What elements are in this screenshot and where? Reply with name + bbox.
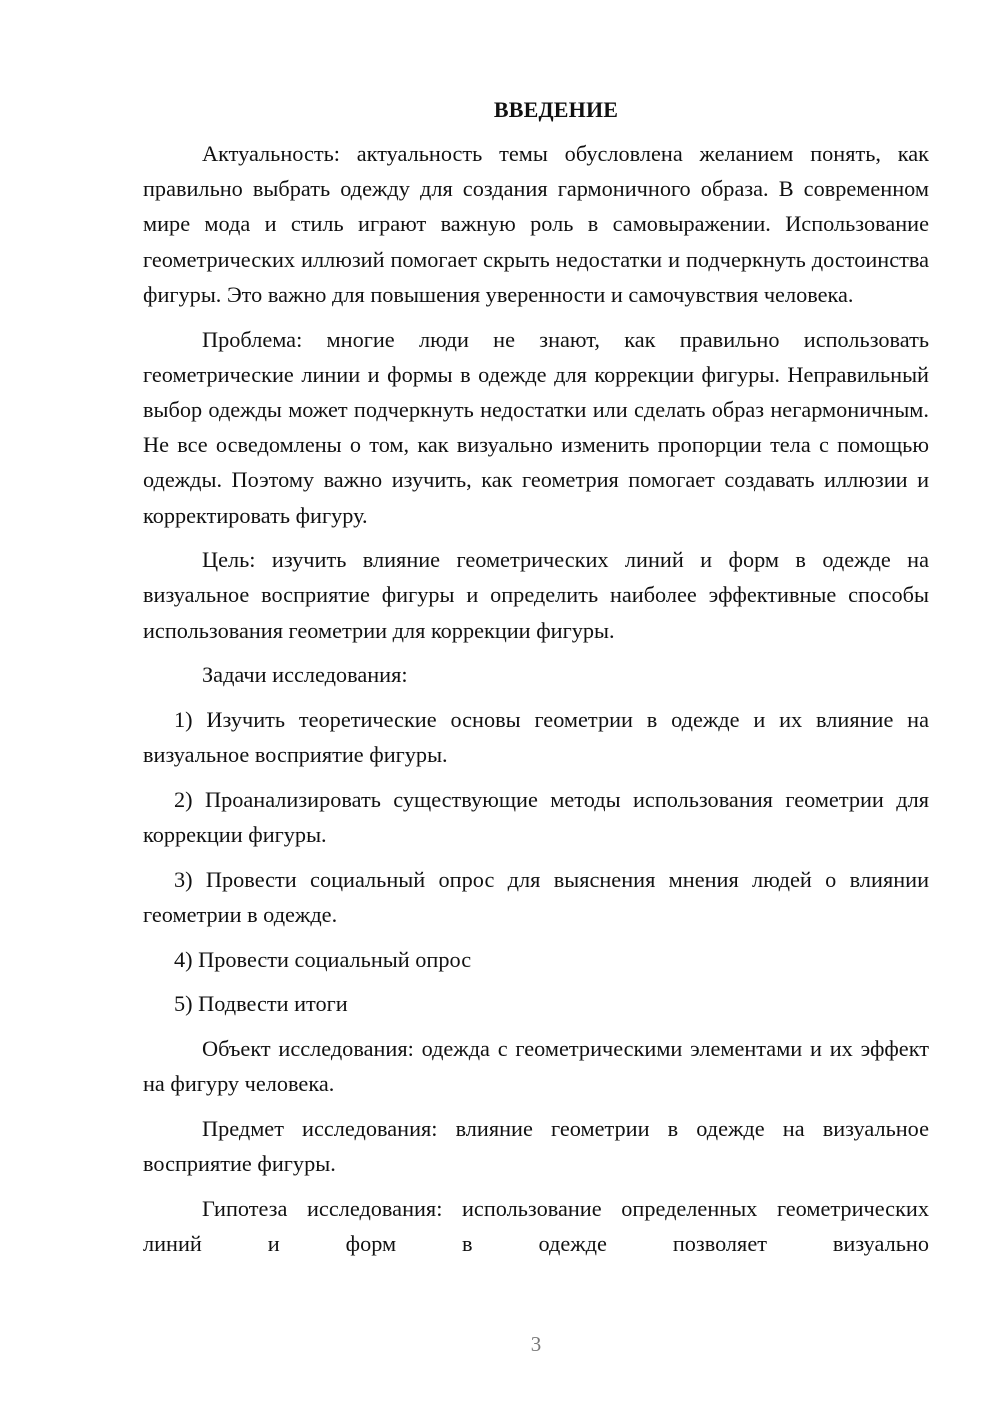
section-title: ВВЕДЕНИЕ — [493, 97, 619, 122]
paragraph-subject: Предмет исследования: влияние геометрии в одежде на визуальное восприятие фигуры. — [143, 1116, 929, 1177]
task-item-5: 5) Подвести итоги — [174, 991, 348, 1017]
paragraph-object: Объект исследования: одежда с геометрическими элементами и их эффект на фигуру человека. — [143, 1036, 929, 1097]
task-item-3: 3) Провести социальный опрос для выяснения мнения людей о влиянии геометрии в одежде. — [143, 866, 929, 928]
paragraph-goal: Цель: изучить влияние геометрических линий и форм в одежде на визуальное восприятие фигуры и определить наиболее эффективные способы использования геометрии для коррекции фигуры. — [143, 547, 929, 643]
task-item-2: 2) Проанализировать существующие методы использования геометрии для коррекции фигуры. — [143, 786, 929, 848]
paragraph-problem: Проблема: многие люди не знают, как правильно использовать геометрические линии и формы в одежде для коррекции фигуры. Неправильный выбор одежды может подчеркнуть недостатки или сделать образ негармоничным. Не все осведомлены о том, как визуально изменить пропорции тела с помощью одежды. Поэтому важно изучить, как геометрия помогает создавать иллюзии и корректировать фигуру. — [143, 326, 929, 528]
task-item-1: 1) Изучить теоретические основы геометрии в одежде и их влияние на визуальное восприятие фигуры. — [143, 707, 929, 768]
document-page — [143, 92, 929, 1271]
paragraph-hypothesis: Гипотеза исследования: использование определенных геометрических линий и форм в одежде позволяет визуально — [143, 1195, 929, 1257]
page-number: 3 — [530, 1332, 542, 1356]
task-item-4: 4) Провести социальный опрос — [174, 946, 472, 972]
tasks-heading: Задачи исследования: — [202, 662, 408, 688]
paragraph-relevance: Актуальность: актуальность темы обусловлена желанием понять, как правильно выбрать одежду для создания гармоничного образа. В современном мире мода и стиль играют важную роль в самовыражении. Использование геометрических иллюзий помогает скрыть недостатки и подчеркнуть достоинства фигуры. Это важно для повышения уверенности и самочувствия человека. — [143, 141, 929, 307]
